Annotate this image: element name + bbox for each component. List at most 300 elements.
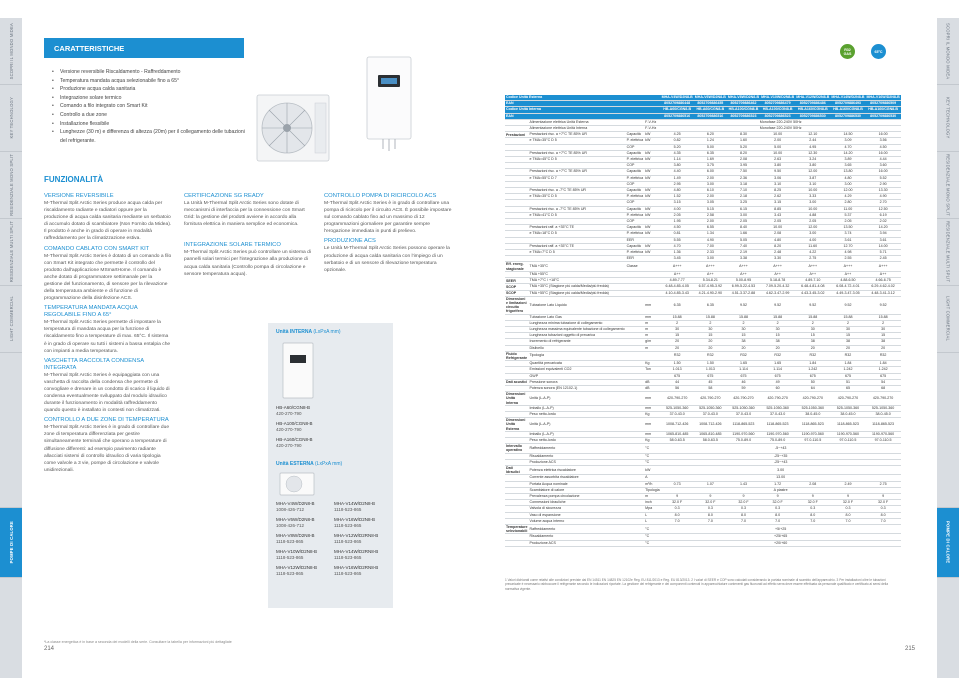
row-unit: F-V-Hz [644,126,660,132]
row-value: 59 [727,385,760,391]
row-value: 1.43 [727,481,760,487]
row-value: 675 [727,373,760,379]
row-value: 2.49 [830,481,865,487]
row-value: 32.0 F [727,500,760,506]
row-unit: Ton [644,367,660,373]
side-tab-light-commercial-r[interactable]: LIGHT COMMERCIAL [937,286,959,353]
row-value: 37.0-43.0 [661,411,694,417]
table-notes: 1 Valori dichiarati come relativi alle condizioni previste dai EN 14511 EN 14825 EN 12102e Reg. EU 811/2013 e Reg. EU 813/2013. 2 I valori di SEER e COP sono calcolati considerando la portata nominale di scambio dell'apparecchio. 3 Per installazioni oltre le tubazioni precaricate è necessario rabboccare il refrigerante secondo le indicazioni riportate. La gestione del refrigerante e dei componenti contenuti in apparecchiature contenenti gas fluorurati ad effetto serra deve essere effettuata da personale qualificato e certificato ai sensi della normativa vigente. [505,578,888,591]
row-value: 3.00 [694,256,727,262]
row-value: 10.00 [795,206,830,212]
row-label: Quantità precaricata [529,361,626,367]
section-heading: VERSIONE REVERSIBILE [44,193,114,199]
row-unit: kW [644,243,660,249]
row-value: 525-1050-360 [830,405,865,411]
row-value: 9.52 [795,296,830,314]
row-value: 15.88 [830,314,865,320]
row-value: 675 [661,373,694,379]
model-dimensions: 1118-523-865 [334,507,362,512]
side-tab-key-technology-r[interactable]: KEY TECHNOLOGY [937,85,959,152]
row-value: 75.0-89.0 [727,437,760,443]
model-dimensions: 1118-523-865 [334,523,362,528]
right-side-tabs [937,18,959,678]
header-cell: MHA-V14W/D2N8-B [831,95,865,99]
section-text: M-Thermal Split Arctic Series produce acqua calda per riscaldamento radiante e radiatori oppure per la produzione di acqua calda sanitaria mediante un serbatoio di accumulo dotato di scambiatore (Non Fornito da Midea). Il prodotto è anche in grado di operare in modalità raffreddamento per la climatizzazione estiva. [44,201,172,242]
row-value: 1.14 [661,157,694,163]
row-value: 1.242 [795,367,830,373]
row-section: Dimensioni Unità Esterna [505,418,529,432]
feature-item: • Installazione flessibile [52,120,252,129]
header-cell: 8052709886448 [661,101,694,107]
row-value: 3.80 [795,163,830,169]
row-value: 4.40 [661,169,694,175]
row-value: 8.0 [795,512,830,518]
row-value: 20 [661,345,694,351]
model-dimensions: 420-270-790 [276,443,302,448]
table-row [505,284,901,290]
row-value: 420-790-270 [830,392,865,406]
row-section [505,540,529,546]
row-value: 15 [694,333,727,339]
row-value: 8.30 [727,132,760,138]
row-section: SCOP [505,290,529,296]
row-value: 5.34-8.21 [694,278,727,284]
model-dimensions: 1118-523-865 [334,555,362,560]
row-value: 30 [795,326,830,332]
row-value: 4.70 [661,243,694,249]
header-cell: MHA-V10W/D2N8-B [761,95,795,99]
row-unit: Kg [644,411,660,417]
row-value: 9.52 [727,296,760,314]
row-label: Prestazioni risc. a +7°C TE 85% UR [529,169,626,175]
row-value: 12.70 [830,243,865,249]
row-unit: m [644,345,660,351]
model-code: MHA-V4W/D2N8-B [276,501,315,506]
row-unit: L [644,518,660,524]
row-value: 2.95 [661,181,694,187]
row-value: 7.0 [866,518,901,524]
row-value: 2.08 [727,157,760,163]
row-value: 30 [727,326,760,332]
row-value: 4.62-3.47-2.99 [760,290,795,296]
row-label: Raffreddamento [529,525,626,534]
row-value: -25~+35 [661,453,901,459]
row-value: 51 [830,379,865,385]
page-number-left: 214 [44,646,55,652]
row-value: 38.0-45.0 [830,411,865,417]
row-sublabel: Capacità [626,169,645,175]
row-label: Prestazioni risc. a +7°C TE 85% UR [529,132,626,138]
row-value: 4.49-3.47-3.05 [830,290,865,296]
row-value: 30 [760,326,795,332]
row-value: 1.84 [866,361,901,367]
row-value: 3.30 [760,256,795,262]
row-value: 30 [866,326,901,332]
row-value: 1.72 [760,481,795,487]
section-heading: INTEGRAZIONE SOLARE TERMICO [184,242,281,249]
row-value: 3.15 [760,200,795,206]
row-sublabel: P. elettrica [626,194,644,199]
model-dimensions: 420-270-790 [276,427,302,432]
row-label: Lunghezza minima tubazione di collegamento [529,320,626,326]
row-label: Riscaldamento [529,534,626,540]
row-value: 5.00 [760,144,795,150]
row-label: GWP [529,373,626,379]
row-value: Monofase 220-240V 50Hz [661,119,901,125]
row-value: 2.62 [760,194,795,200]
row-label: Valvola di sicurezza [529,506,626,512]
unit-dimensions-box [268,323,393,608]
row-sublabel [626,418,645,432]
row-value: 4.00 [661,206,694,212]
side-tab-mono-split[interactable]: RESIDENZIALE MONO SPLIT [0,152,22,219]
row-value: 5.52 [866,175,901,181]
side-tab-pompe-di-calore[interactable]: POMPE DI CALORE [0,508,22,578]
model-code: MHA-V12W/D2RN8-B [334,533,379,538]
row-unit: m [644,494,660,500]
row-value: 6.57-4.95-3.92 [694,284,727,290]
row-unit: Kg [644,437,660,443]
row-value: 6.99-5.22-4.53 [727,284,760,290]
temp-65-badge: 65°C [871,44,886,59]
row-unit [644,351,660,360]
row-label: Vaso di espansione [529,512,626,518]
spec-table [505,95,901,547]
row-sublabel: EER [626,237,645,243]
row-value: A+++ [727,262,760,271]
row-label: Potenza elettrica riscaldatore [529,466,626,475]
row-label: Imballo (L-A-P) [529,431,626,437]
side-tab-mono-split-r[interactable]: RESIDENZIALE MONO SPLIT [937,152,959,219]
row-label: e TMA=7°C D 5 [529,250,626,256]
row-value: 0.3 [866,506,901,512]
row-value: 1.66 [727,231,760,237]
row-unit: kW [644,150,660,156]
row-value: 2 [760,320,795,326]
row-label: TMA +55°C [529,271,626,277]
row-section: Dimensioni e limitazioni circuito frigorifero [506,296,527,314]
row-value: 2.02 [866,219,901,225]
feature-item: • Comando a filo integrato con Smart Kit [52,102,252,111]
row-value: 8.0 [694,512,727,518]
row-label: TMA +35°C [529,262,626,271]
row-value: 3.61 [866,237,901,243]
outdoor-unit-thumb [278,471,318,497]
row-value: 45 [694,379,727,385]
row-value: 7.0 [694,518,727,524]
row-value: 12.00 [830,188,865,194]
row-value: 10.00 [760,150,795,156]
header-cell: 8052709886509 [866,101,901,107]
row-unit: °C [644,444,660,453]
row-value: 16.00 [866,150,901,156]
row-label: Volume acqua interno [529,518,626,524]
row-value: 6.19 [866,212,901,218]
side-tab-scopri[interactable]: SCOPRI IL MONDO MIDEA [0,18,22,85]
row-value: 9.52 [866,296,901,314]
row-value: 7.0 [760,518,795,524]
row-value: 6.55 [694,225,727,231]
row-value: 97.0-110.5 [795,437,830,443]
row-value: 5.18-8.78 [760,278,795,284]
model-dimensions: 420-270-790 [276,411,302,416]
row-section: Dati acustici [506,380,528,385]
section-text: M-Thermal Split Arctic Series può controllare un sistema di pannelli solari termici per l'integrazione alla produzione di acqua calda sanitaria (Controllo pompa di circolazione e sensore temperatura acqua). [184,250,311,277]
row-unit: kW [644,132,660,138]
funzionalita-title: FUNZIONALITÀ [44,175,104,184]
row-value: 1.242 [830,367,865,373]
row-value: 6.29-4.62-4.02 [866,284,901,290]
row-value: 7.00 [694,243,727,249]
row-value: 9 [760,494,795,500]
row-value: 5.15 [694,206,727,212]
row-value: 5.20 [727,144,760,150]
row-value: 1.013 [694,367,727,373]
header-cell: 8052709886486 [795,101,830,107]
row-value: 3.45 [661,256,694,262]
row-label: Emissioni equivalenti CO2 [529,367,626,373]
row-sublabel: P. elettrica [626,175,644,180]
row-value: 3.89 [830,157,865,163]
row-value: 38 [727,339,760,345]
row-label: e TMA=35°C D 5 [529,194,626,200]
row-value: 6.48-4.85-4.05 [661,284,694,290]
table-row [505,351,901,360]
row-value: 1190-970-560 [830,431,865,437]
row-value: 7.0 [661,518,694,524]
side-tab-filler-r [937,353,959,508]
row-value: 8.25 [760,188,795,194]
row-value: 54 [866,379,901,385]
header-label: Codice Unità Esterna [505,95,661,101]
row-value: 5.20 [661,144,694,150]
row-value: 2 [661,320,694,326]
row-unit: °C [644,453,660,459]
row-value: A+++ [760,262,795,271]
row-value: 1.07 [694,481,727,487]
row-value: 2 [866,320,901,326]
row-value: 2 [694,320,727,326]
row-label: Produzione ACS [529,540,626,546]
row-value: 2.05 [830,219,865,225]
row-value: 12.50 [866,206,901,212]
row-sublabel: COP [626,163,645,169]
row-value: 3.10 [795,181,830,187]
row-label: Alimentazione elettrica Unità Interna [529,126,626,132]
model-code: MHA-V16W/D2RN8-B [334,565,379,570]
caratteristiche-header: CARATTERISTICHE [44,38,244,58]
row-value: 0.82 [661,138,694,144]
row-sublabel: Capacità [626,225,645,231]
row-unit: dB [644,385,660,391]
row-value: 3.33 [795,194,830,200]
row-value: 525-1050-360 [795,405,830,411]
row-value: 2.90 [866,181,901,187]
row-value: 4.25 [661,132,694,138]
row-label: Connessioni idrauliche [529,500,626,506]
row-sublabel: COP [626,219,645,225]
row-value: 1.242 [866,367,901,373]
row-value: 20 [694,339,727,345]
row-value: 1190-970-560 [760,431,795,437]
row-value: 2.75 [795,256,830,262]
row-value: 525-1050-360 [661,405,694,411]
section-text: Le Unità M-Thermal Split Arctic Series possono operare la produzione di acqua calda sanitaria con l'impiego di un serbatoio e di un sensore di rilevazione temperatura opzionale. [324,246,450,273]
row-value: 2.58 [694,212,727,218]
row-value: 20 [661,339,694,345]
table-row [505,466,901,475]
row-value: 3.00 [795,231,830,237]
side-tab-multi-split[interactable]: RESIDENZIALE MULTI SPLIT [0,219,22,286]
row-value: 420-790-270 [727,392,760,406]
header-cell: 8052709886516 [694,113,727,119]
page-number-right: 215 [904,646,915,652]
row-value: 2.48 [760,250,795,256]
header-label: EAN [505,113,661,119]
section-heading: PRODUZIONE ACS [324,238,376,245]
side-tab-key-technology[interactable]: KEY TECHNOLOGY [0,85,22,152]
row-value: 4.80 [661,188,694,194]
row-value: 4.98 [830,250,865,256]
row-value: 6.20 [694,132,727,138]
row-value: 3.15 [661,200,694,206]
row-value: +5/+25 [661,525,901,534]
header-cell: MHA-V6W/D2N8-B [694,95,726,99]
row-sublabel: Capacità [626,150,645,156]
header-cell: HB-A100/CGN8-B [760,107,795,113]
row-label: Tipologia [529,351,626,360]
row-value: A+++ [866,262,901,271]
row-label: Peso netto-lordo [529,411,626,417]
row-section: Dimensioni Unità Interna [505,392,529,406]
row-value: 0.3 [795,506,830,512]
row-value: 38.0-45.0 [795,411,830,417]
row-value: 12.00 [795,169,830,175]
row-value: 0.3 [830,506,865,512]
row-value: 420-790-270 [866,392,901,406]
row-value: 9.52 [760,296,795,314]
row-value: 6.15 [727,206,760,212]
row-value: 8.0 [727,512,760,518]
row-sublabel: COP [626,200,645,206]
section-heading: VASCHETTA RACCOLTA CONDENSA INTEGRATA [44,357,144,371]
row-value: 2.45 [866,256,901,262]
row-value: 3.80 [760,163,795,169]
row-value: 8.0 [830,512,865,518]
row-value: 20 [694,345,727,351]
row-value: 9 [727,494,760,500]
row-value: 1.50 [661,361,694,367]
row-value: 1.52 [661,194,694,200]
row-value: 4.00 [795,237,830,243]
row-label: Tubazione Lato Liquido [529,296,626,314]
row-value: 8.20 [760,243,795,249]
row-value: 6.35 [694,150,727,156]
header-cell: 8052709886530 [830,113,865,119]
row-value: 4.88 [795,212,830,218]
side-tab-scopri-r[interactable]: SCOPRI IL MONDO MIDEA [937,18,959,85]
row-label: Incremento di refrigerante [529,339,626,345]
row-value: 1118-865-523 [727,418,760,432]
row-value: 0.3 [694,506,727,512]
row-unit: kW [644,466,660,475]
row-sublabel [626,296,645,314]
row-value: 2.70 [866,200,901,206]
model-code: MHA-V16W/D2N8-B [334,517,376,522]
row-section: SEER [505,278,529,284]
row-value: 68 [866,385,901,391]
row-label: Corrente assorbita riscaldatore [529,475,626,481]
row-value: 1.49 [661,175,694,181]
row-value: 9 [866,494,901,500]
row-value: 4.44 [866,157,901,163]
row-unit: mm [644,431,660,437]
row-unit: L [644,512,660,518]
side-tab-multi-split-r[interactable]: RESIDENZIALE MULTI SPLIT [937,219,959,286]
side-tab-light-commercial[interactable]: LIGHT COMMERCIAL [0,286,22,353]
row-value: 6.00 [694,169,727,175]
esterna-models-right [326,497,384,577]
row-value: 4.50 [661,225,694,231]
row-value: 3.38 [727,256,760,262]
row-value: 6.35 [694,296,727,314]
row-unit: m [644,320,660,326]
row-value: 5.00-8.95 [727,278,760,284]
row-value: 97.0-110.5 [866,437,901,443]
row-unit: kW [644,175,660,181]
r32-gas-badge: R32 GAS [840,44,855,59]
model-dimensions: 1118-523-865 [276,539,304,544]
feature-item: • Controllo a due zone [52,111,252,120]
row-value: 1.84 [795,361,830,367]
row-value: 1190-970-560 [866,431,901,437]
row-unit: inch [644,500,660,506]
row-value: 3.60 [866,163,901,169]
row-unit: kW [644,250,660,256]
row-value: 15 [727,333,760,339]
row-value: 1.34 [694,231,727,237]
row-value: 30 [830,326,865,332]
esterna-models [268,497,393,577]
row-label: e TMA=41°C D 5 [529,212,626,218]
header-cell: MHA-V8W/D2N8-B [727,95,760,99]
row-sublabel [626,525,645,534]
row-value: A+++ [694,262,727,271]
row-value: 4.22 [795,250,830,256]
row-unit: Kg [644,361,660,367]
row-value: R32 [795,351,830,360]
header-cell: 8052709886530 [866,113,901,119]
row-value: 4.51-3.37-2.88 [727,290,760,296]
row-value: 3.00 [661,466,901,475]
row-value: 0.3 [727,506,760,512]
row-value: 4.70 [830,144,865,150]
side-tab-pompe-di-calore-r[interactable]: POMPE DI CALORE [937,508,959,578]
row-value: 6.35 [661,296,694,314]
model-code: MHA-V14W/D2N8-B [334,501,376,506]
row-value: 3.00 [795,200,830,206]
row-value: 3.24 [795,157,830,163]
row-value: 9 [830,494,865,500]
row-value: 10.00 [760,225,795,231]
table-row [505,290,901,296]
row-value: 15 [795,333,830,339]
row-value: 2 [727,320,760,326]
model-dimensions: 1008-426-712 [276,507,305,512]
row-label: Peso netto-lordo [529,437,626,443]
row-value: 2.18 [727,194,760,200]
row-label: Prestazioni risc. a +7°C TE 85% UR [529,150,626,156]
